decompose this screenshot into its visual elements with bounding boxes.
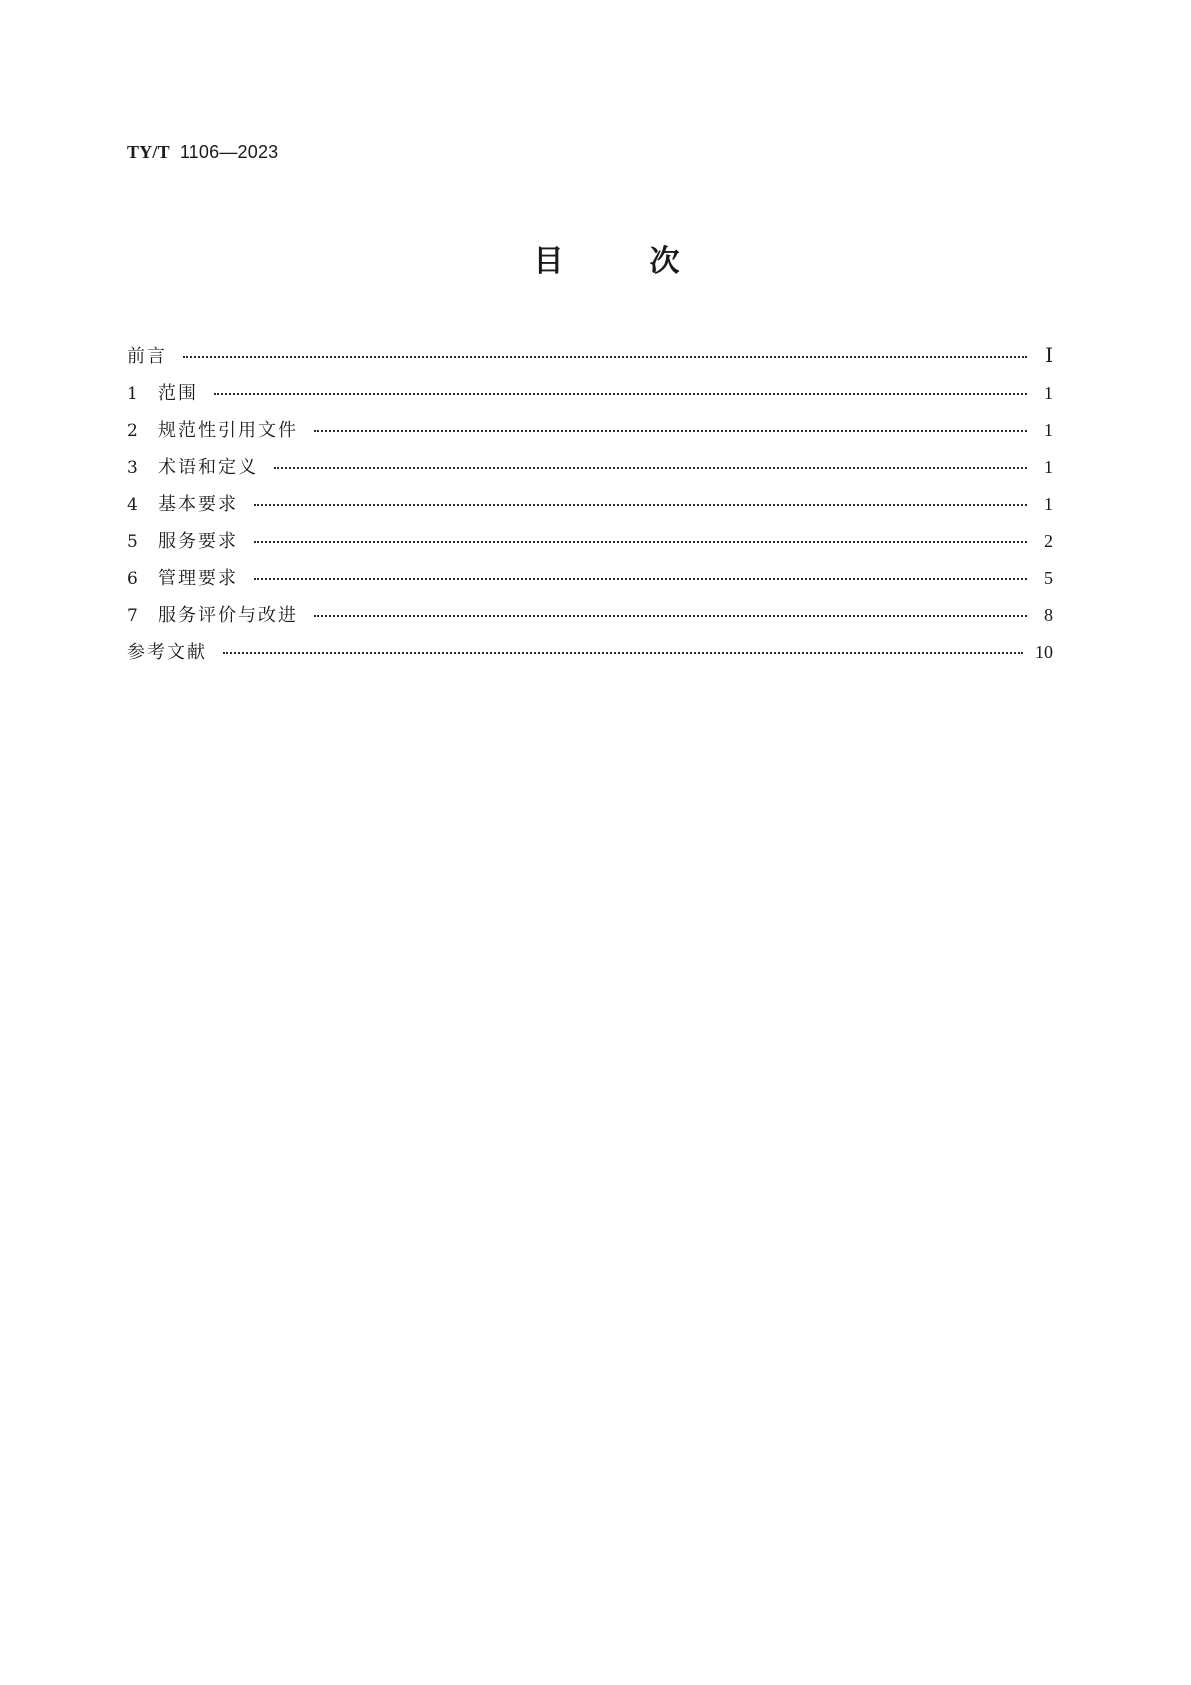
toc-entry-management-requirements[interactable]: [127, 560, 1053, 597]
toc-entry-scope[interactable]: [127, 375, 1053, 412]
toc-entry-number: 3: [127, 458, 138, 478]
dot-leader: [254, 503, 1027, 506]
toc-entry-page: Ⅰ: [1045, 345, 1053, 367]
table-of-contents: [127, 338, 1053, 671]
toc-entry-page: 1: [1044, 383, 1053, 403]
dot-leader: [274, 466, 1027, 469]
dot-leader: [254, 540, 1027, 543]
dot-leader: [254, 577, 1027, 580]
toc-entry-number: 5: [127, 532, 138, 552]
toc-entry-page: 5: [1044, 568, 1053, 588]
toc-entry-service-requirements[interactable]: [127, 523, 1053, 560]
toc-heading-char-1: 目: [533, 244, 564, 279]
toc-entry-label: 管理要求: [158, 568, 238, 589]
toc-entry-terms-definitions[interactable]: [127, 449, 1053, 486]
toc-entry-number: 2: [127, 421, 138, 441]
toc-entry-page: 8: [1044, 605, 1053, 625]
document-code: [127, 141, 278, 164]
toc-entry-label: 基本要求: [158, 494, 238, 515]
toc-entry-label: 服务评价与改进: [158, 605, 298, 626]
standard-prefix: TY/T: [127, 142, 170, 162]
toc-entry-page: 1: [1044, 457, 1053, 477]
toc-entry-normative-references[interactable]: [127, 412, 1053, 449]
dot-leader: [314, 614, 1027, 617]
toc-entry-bibliography[interactable]: [127, 634, 1053, 671]
toc-entry-page: 1: [1044, 494, 1053, 514]
toc-entry-number: 1: [127, 384, 138, 404]
toc-entry-label: 术语和定义: [158, 457, 258, 478]
dot-leader: [223, 651, 1023, 654]
toc-heading: [0, 243, 1191, 281]
toc-entry-foreword[interactable]: [127, 338, 1053, 375]
toc-entry-label: 服务要求: [158, 531, 238, 552]
dot-leader: [314, 429, 1027, 432]
toc-heading-char-2: 次: [649, 244, 680, 279]
toc-entry-page: 10: [1035, 642, 1053, 662]
toc-entry-number: 7: [127, 606, 138, 626]
dot-leader: [183, 355, 1027, 358]
toc-entry-basic-requirements[interactable]: [127, 486, 1053, 523]
toc-entry-label: 前言: [127, 346, 167, 367]
toc-entry-label: 参考文献: [127, 642, 207, 663]
toc-entry-label: 范围: [158, 383, 198, 404]
toc-entry-page: 2: [1044, 531, 1053, 551]
toc-entry-label: 规范性引用文件: [158, 420, 298, 441]
dot-leader: [214, 392, 1027, 395]
toc-entry-number: 4: [127, 495, 138, 515]
toc-entry-service-evaluation[interactable]: [127, 597, 1053, 634]
toc-entry-page: 1: [1044, 420, 1053, 440]
toc-entry-number: 6: [127, 569, 138, 589]
standard-number: 1106—2023: [179, 142, 279, 162]
